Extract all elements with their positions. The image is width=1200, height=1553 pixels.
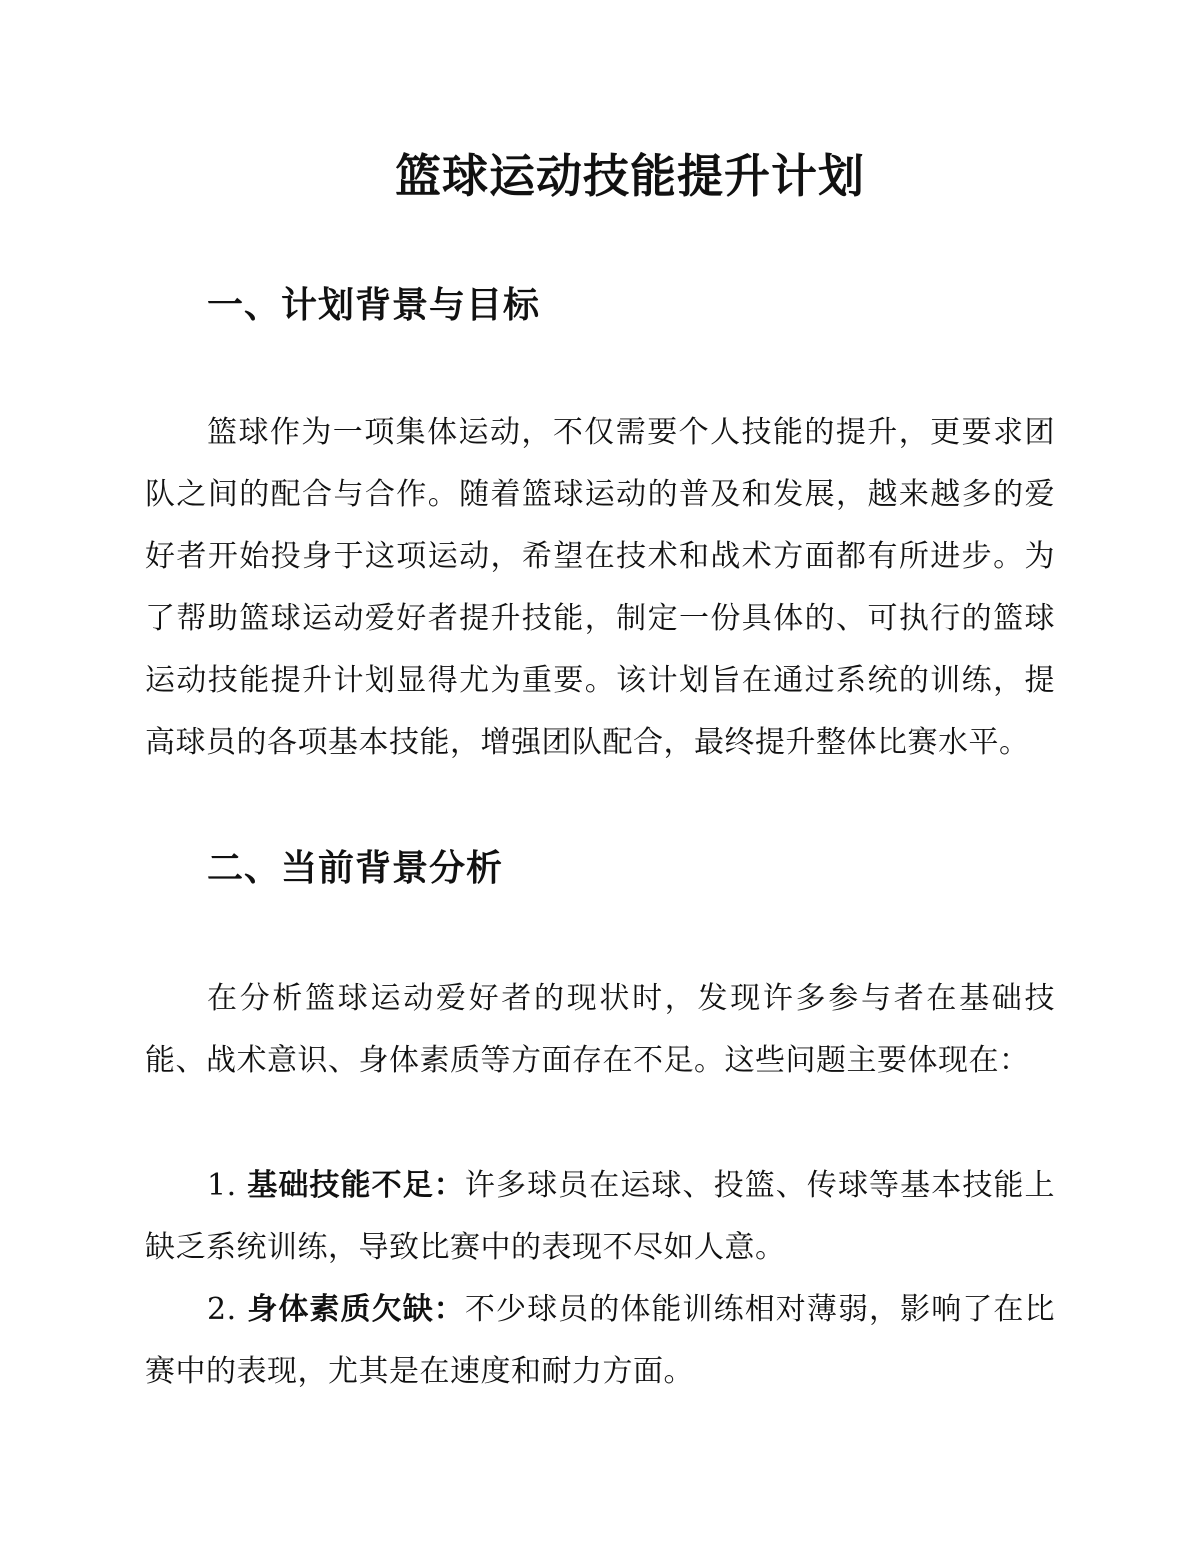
list-item-text: 不少球员的体能训练相对薄弱，影响了在比赛中的表现，尤其是在速度和耐力方面。 (145, 1292, 1056, 1389)
list-item-number: 1. (207, 1168, 248, 1203)
list-item-label: 基础技能不足： (247, 1168, 465, 1203)
problem-list (145, 1155, 1055, 1403)
section-heading-background-goals: 一、计划背景与目标 (207, 285, 541, 326)
list-item-label: 身体素质欠缺： (247, 1292, 465, 1327)
section-paragraph-background-goals: 篮球作为一项集体运动，不仅需要个人技能的提升，更要求团队之间的配合与合作。随着篮球运动的普及和发展，越来越多的爱好者开始投身于这项运动，希望在技术和战术方面都有所进步。为了帮助篮球运动爱好者提升技能，制定一份具体的、可执行的篮球运动技能提升计划显得尤为重要。该计划旨在通过系统的训练，提高球员的各项基本技能，增强团队配合，最终提升整体比赛水平。 (145, 415, 1055, 760)
list-item-basic-skills (145, 1155, 1055, 1279)
list-item-text: 许多球员在运球、投篮、传球等基本技能上缺乏系统训练，导致比赛中的表现不尽如人意。 (145, 1168, 1056, 1265)
document-title: 篮球运动技能提升计划 (395, 149, 865, 203)
section-paragraph-current-analysis: 在分析篮球运动爱好者的现状时，发现许多参与者在基础技能、战术意识、身体素质等方面存在不足。这些问题主要体现在： (145, 981, 1055, 1078)
list-item-physical-fitness (145, 1279, 1055, 1403)
list-item-number: 2. (207, 1292, 248, 1327)
section-heading-current-analysis: 二、当前背景分析 (207, 848, 504, 889)
